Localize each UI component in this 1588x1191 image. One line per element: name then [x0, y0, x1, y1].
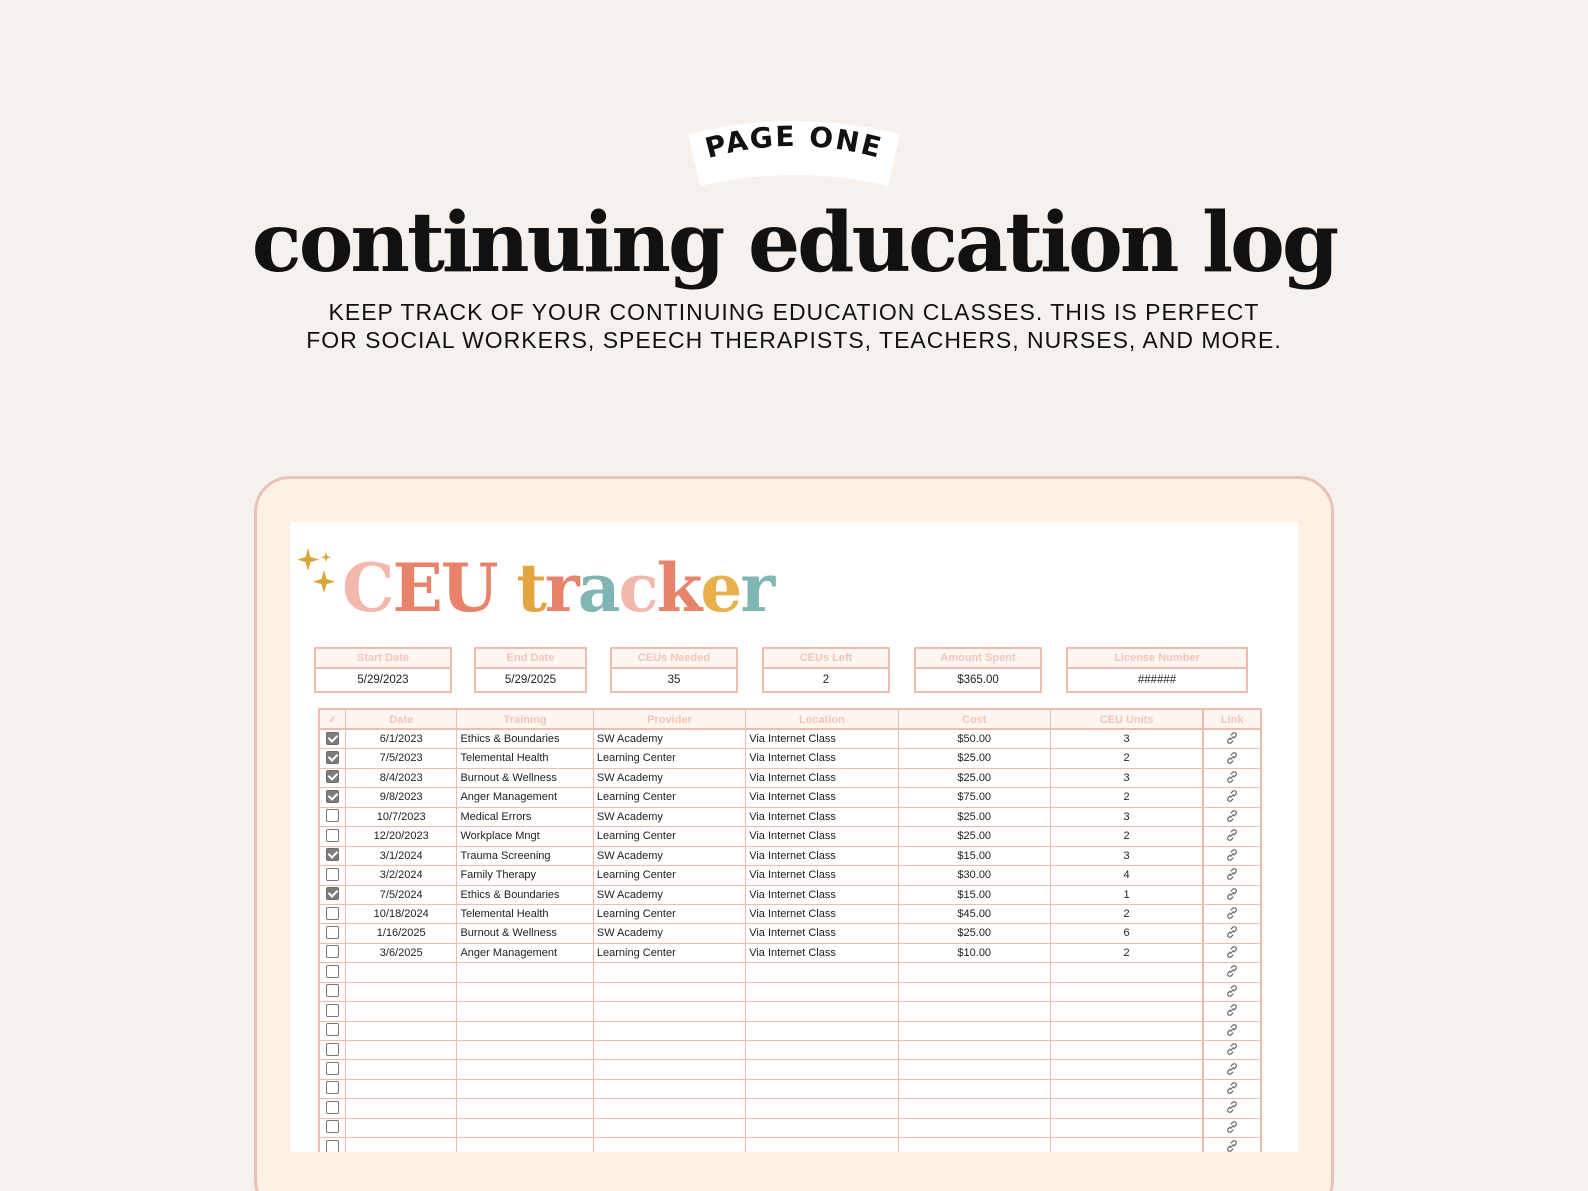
table-row: [320, 808, 1260, 827]
cell-provider[interactable]: [594, 983, 746, 1001]
cell-provider[interactable]: Learning Center: [594, 827, 746, 845]
header-date: Date: [346, 710, 458, 728]
cell-link[interactable]: [1203, 788, 1260, 806]
cell-cost[interactable]: $25.00: [899, 924, 1051, 942]
page-title: continuing education log: [251, 195, 1337, 291]
completed-checkbox[interactable]: [326, 926, 339, 939]
cell-link[interactable]: [1203, 963, 1260, 981]
cell-provider[interactable]: SW Academy: [594, 924, 746, 942]
cell-location[interactable]: Via Internet Class: [746, 847, 898, 865]
link-icon[interactable]: [1225, 1100, 1239, 1114]
cell-check: [320, 730, 346, 748]
table-row: [320, 1002, 1260, 1021]
completed-checkbox[interactable]: [326, 1140, 339, 1152]
brand-wordmark: [342, 549, 774, 627]
cell-cost[interactable]: $25.00: [899, 827, 1051, 845]
cell-date[interactable]: [346, 1099, 458, 1117]
badge-text: PAGE ONE: [701, 119, 887, 165]
link-icon[interactable]: [1225, 848, 1239, 862]
cell-check: [320, 1002, 346, 1020]
header-provider: Provider: [594, 710, 746, 728]
cell-location[interactable]: [746, 963, 898, 981]
cell-cost[interactable]: [899, 1022, 1051, 1040]
cell-training[interactable]: Ethics & Boundaries: [457, 886, 593, 904]
cell-training[interactable]: [457, 963, 593, 981]
sparkle-icon: [298, 544, 340, 604]
cell-check: [320, 1099, 346, 1117]
cell-cost[interactable]: [899, 1138, 1051, 1152]
cell-link[interactable]: [1203, 1002, 1260, 1020]
link-icon[interactable]: [1225, 925, 1239, 939]
cell-cost[interactable]: $10.00: [899, 944, 1051, 962]
cell-training[interactable]: Family Therapy: [457, 866, 593, 884]
summary-label: License Number: [1068, 649, 1246, 669]
summary-label: CEUs Needed: [612, 649, 736, 669]
cell-provider[interactable]: SW Academy: [594, 730, 746, 748]
cell-cost[interactable]: $15.00: [899, 886, 1051, 904]
summary-label: End Date: [476, 649, 585, 669]
cell-provider[interactable]: SW Academy: [594, 886, 746, 904]
cell-check: [320, 1060, 346, 1078]
cell-check: [320, 983, 346, 1001]
link-icon[interactable]: [1225, 906, 1239, 920]
header-link: Link: [1203, 710, 1260, 728]
cell-cost[interactable]: $30.00: [899, 866, 1051, 884]
completed-checkbox[interactable]: [326, 887, 339, 900]
cell-provider[interactable]: [594, 1060, 746, 1078]
link-icon[interactable]: [1225, 809, 1239, 823]
table-row: [320, 847, 1260, 866]
link-icon[interactable]: [1225, 751, 1239, 765]
cell-ceu-units[interactable]: 3: [1051, 808, 1203, 826]
summary-label: CEUs Left: [764, 649, 888, 669]
cell-provider[interactable]: [594, 1138, 746, 1152]
header-location: Location: [746, 710, 898, 728]
link-icon[interactable]: [1225, 945, 1239, 959]
cell-link[interactable]: [1203, 1138, 1260, 1152]
cell-link[interactable]: [1203, 730, 1260, 748]
cell-check: [320, 827, 346, 845]
cell-date[interactable]: [346, 1002, 458, 1020]
ceu-table: [318, 708, 1262, 1152]
cell-location[interactable]: Via Internet Class: [746, 827, 898, 845]
subtitle-line-1: KEEP TRACK OF YOUR CONTINUING EDUCATION CLASSES. THIS IS PERFECT: [328, 299, 1260, 325]
summary-box: [610, 647, 738, 693]
cell-date[interactable]: 7/5/2023: [346, 749, 458, 767]
header-ceu-units: CEU Units: [1051, 710, 1203, 728]
cell-training[interactable]: Telemental Health: [457, 749, 593, 767]
completed-checkbox[interactable]: [326, 1081, 339, 1094]
cell-date[interactable]: [346, 963, 458, 981]
cell-link[interactable]: [1203, 905, 1260, 923]
cell-provider[interactable]: SW Academy: [594, 847, 746, 865]
table-row: [320, 866, 1260, 885]
cell-date[interactable]: [346, 1060, 458, 1078]
summary-value[interactable]: $365.00: [957, 674, 999, 686]
cell-ceu-units[interactable]: [1051, 1002, 1203, 1020]
cell-date[interactable]: 10/7/2023: [346, 808, 458, 826]
cell-link[interactable]: [1203, 866, 1260, 884]
link-icon[interactable]: [1225, 731, 1239, 745]
cell-location[interactable]: [746, 1119, 898, 1137]
table-row: [320, 730, 1260, 749]
cell-cost[interactable]: [899, 1041, 1051, 1059]
summary-value[interactable]: 35: [667, 674, 681, 686]
cell-date[interactable]: [346, 1119, 458, 1137]
subtitle-line-2: FOR SOCIAL WORKERS, SPEECH THERAPISTS, TEACHERS, NURSES, AND MORE.: [306, 327, 1282, 353]
cell-location[interactable]: Via Internet Class: [746, 944, 898, 962]
cell-ceu-units[interactable]: 3: [1051, 847, 1203, 865]
cell-training[interactable]: Anger Management: [457, 944, 593, 962]
cell-training[interactable]: Workplace Mngt: [457, 827, 593, 845]
completed-checkbox[interactable]: [326, 945, 339, 958]
cell-location[interactable]: Via Internet Class: [746, 788, 898, 806]
summary-label: Amount Spent: [916, 649, 1040, 669]
cell-ceu-units[interactable]: [1051, 1099, 1203, 1117]
completed-checkbox[interactable]: [326, 1120, 339, 1133]
cell-cost[interactable]: [899, 963, 1051, 981]
completed-checkbox[interactable]: [326, 1101, 339, 1114]
cell-date[interactable]: 10/18/2024: [346, 905, 458, 923]
cell-location[interactable]: Via Internet Class: [746, 730, 898, 748]
cell-provider[interactable]: SW Academy: [594, 769, 746, 787]
cell-location[interactable]: Via Internet Class: [746, 866, 898, 884]
cell-check: [320, 1041, 346, 1059]
cell-link[interactable]: [1203, 1060, 1260, 1078]
cell-location[interactable]: [746, 1060, 898, 1078]
cell-cost[interactable]: [899, 983, 1051, 1001]
completed-checkbox[interactable]: [326, 1062, 339, 1075]
cell-location[interactable]: [746, 1041, 898, 1059]
cell-link[interactable]: [1203, 983, 1260, 1001]
cell-date[interactable]: [346, 983, 458, 1001]
brand-letter: t: [516, 549, 545, 627]
page-badge: [682, 116, 906, 188]
cell-link[interactable]: [1203, 808, 1260, 826]
cell-ceu-units[interactable]: [1051, 1119, 1203, 1137]
link-icon[interactable]: [1225, 1003, 1239, 1017]
cell-training[interactable]: Telemental Health: [457, 905, 593, 923]
summary-value[interactable]: 5/29/2023: [357, 674, 409, 686]
cell-cost[interactable]: $25.00: [899, 808, 1051, 826]
cell-check: [320, 924, 346, 942]
link-icon[interactable]: [1225, 1120, 1239, 1134]
cell-provider[interactable]: Learning Center: [594, 905, 746, 923]
cell-provider[interactable]: Learning Center: [594, 944, 746, 962]
cell-location[interactable]: Via Internet Class: [746, 808, 898, 826]
cell-cost[interactable]: [899, 1080, 1051, 1098]
header-training: Training: [457, 710, 593, 728]
link-icon[interactable]: [1225, 1139, 1239, 1152]
cell-date[interactable]: 3/1/2024: [346, 847, 458, 865]
completed-checkbox[interactable]: [326, 1023, 339, 1036]
cell-ceu-units[interactable]: [1051, 1060, 1203, 1078]
ceu-tracker-logo: [298, 544, 774, 627]
cell-cost[interactable]: $15.00: [899, 847, 1051, 865]
cell-location[interactable]: [746, 1002, 898, 1020]
cell-provider[interactable]: Learning Center: [594, 749, 746, 767]
header-cost: Cost: [899, 710, 1051, 728]
brand-letter: r: [740, 549, 774, 627]
completed-checkbox[interactable]: [326, 848, 339, 861]
cell-link[interactable]: [1203, 769, 1260, 787]
summary-value[interactable]: ######: [1137, 674, 1177, 686]
cell-location[interactable]: Via Internet Class: [746, 749, 898, 767]
cell-provider[interactable]: [594, 1119, 746, 1137]
brand-letter: E: [392, 549, 441, 627]
summary-box: [1066, 647, 1248, 693]
completed-checkbox[interactable]: [326, 868, 339, 881]
cell-link[interactable]: [1203, 1099, 1260, 1117]
cell-link[interactable]: [1203, 1119, 1260, 1137]
link-icon[interactable]: [1225, 828, 1239, 842]
cell-link[interactable]: [1203, 749, 1260, 767]
cell-training[interactable]: [457, 1041, 593, 1059]
cell-ceu-units[interactable]: [1051, 1080, 1203, 1098]
cell-ceu-units[interactable]: 2: [1051, 749, 1203, 767]
cell-training[interactable]: Trauma Screening: [457, 847, 593, 865]
link-icon[interactable]: [1225, 887, 1239, 901]
cell-training[interactable]: Ethics & Boundaries: [457, 730, 593, 748]
brand-letter: c: [618, 549, 657, 627]
completed-checkbox[interactable]: [326, 732, 339, 745]
cell-ceu-units[interactable]: [1051, 983, 1203, 1001]
cell-training[interactable]: [457, 1060, 593, 1078]
table-row: [320, 944, 1260, 963]
cell-ceu-units[interactable]: 4: [1051, 866, 1203, 884]
cell-date[interactable]: 12/20/2023: [346, 827, 458, 845]
completed-checkbox[interactable]: [326, 751, 339, 764]
spreadsheet-preview: [290, 522, 1298, 1152]
cell-check: [320, 905, 346, 923]
cell-cost[interactable]: [899, 1119, 1051, 1137]
cell-date[interactable]: [346, 1138, 458, 1152]
cell-ceu-units[interactable]: [1051, 1022, 1203, 1040]
cell-provider[interactable]: [594, 1022, 746, 1040]
cell-ceu-units[interactable]: [1051, 1041, 1203, 1059]
brand-letter: k: [656, 549, 701, 627]
cell-cost[interactable]: $25.00: [899, 769, 1051, 787]
summary-box: [762, 647, 890, 693]
cell-training[interactable]: Burnout & Wellness: [457, 924, 593, 942]
cell-date[interactable]: 1/16/2025: [346, 924, 458, 942]
cell-training[interactable]: [457, 1002, 593, 1020]
cell-check: [320, 963, 346, 981]
cell-provider[interactable]: [594, 1080, 746, 1098]
brand-letter: a: [577, 549, 619, 627]
cell-provider[interactable]: [594, 1099, 746, 1117]
table-row: [320, 827, 1260, 846]
link-icon[interactable]: [1225, 867, 1239, 881]
cell-cost[interactable]: $50.00: [899, 730, 1051, 748]
header-check: ✓: [320, 710, 346, 728]
cell-cost[interactable]: [899, 1002, 1051, 1020]
cell-check: [320, 1138, 346, 1152]
brand-letter: r: [544, 549, 578, 627]
table-row: [320, 1041, 1260, 1060]
cell-location[interactable]: [746, 1138, 898, 1152]
completed-checkbox[interactable]: [326, 965, 339, 978]
link-icon[interactable]: [1225, 1042, 1239, 1056]
cell-location[interactable]: [746, 1080, 898, 1098]
cell-check: [320, 866, 346, 884]
cell-ceu-units[interactable]: 2: [1051, 788, 1203, 806]
cell-location[interactable]: Via Internet Class: [746, 769, 898, 787]
cell-training[interactable]: [457, 1099, 593, 1117]
cell-training[interactable]: Burnout & Wellness: [457, 769, 593, 787]
cell-date[interactable]: 7/5/2024: [346, 886, 458, 904]
cell-location[interactable]: [746, 1099, 898, 1117]
summary-box: [914, 647, 1042, 693]
cell-cost[interactable]: $25.00: [899, 749, 1051, 767]
cell-link[interactable]: [1203, 1080, 1260, 1098]
cell-ceu-units[interactable]: 3: [1051, 730, 1203, 748]
cell-link[interactable]: [1203, 924, 1260, 942]
cell-ceu-units[interactable]: 6: [1051, 924, 1203, 942]
cell-link[interactable]: [1203, 1041, 1260, 1059]
cell-provider[interactable]: SW Academy: [594, 808, 746, 826]
cell-link[interactable]: [1203, 847, 1260, 865]
link-icon[interactable]: [1225, 964, 1239, 978]
cell-location[interactable]: Via Internet Class: [746, 886, 898, 904]
cell-training[interactable]: Anger Management: [457, 788, 593, 806]
cell-check: [320, 808, 346, 826]
cell-training[interactable]: [457, 1138, 593, 1152]
table-row: [320, 788, 1260, 807]
table-row: [320, 1022, 1260, 1041]
cell-training[interactable]: [457, 1022, 593, 1040]
table-row: [320, 749, 1260, 768]
summary-value[interactable]: 5/29/2025: [504, 674, 557, 686]
cell-check: [320, 769, 346, 787]
completed-checkbox[interactable]: [326, 770, 339, 783]
link-icon[interactable]: [1225, 770, 1239, 784]
link-icon[interactable]: [1225, 984, 1239, 998]
link-icon[interactable]: [1225, 789, 1239, 803]
cell-check: [320, 886, 346, 904]
cell-location[interactable]: Via Internet Class: [746, 905, 898, 923]
summary-box: [314, 647, 452, 693]
brand-letter: e: [700, 549, 741, 627]
table-row: [320, 1099, 1260, 1118]
cell-provider[interactable]: Learning Center: [594, 788, 746, 806]
cell-cost[interactable]: $45.00: [899, 905, 1051, 923]
cell-link[interactable]: [1203, 944, 1260, 962]
cell-link[interactable]: [1203, 1022, 1260, 1040]
completed-checkbox[interactable]: [326, 809, 339, 822]
cell-location[interactable]: [746, 1022, 898, 1040]
cell-date[interactable]: 8/4/2023: [346, 769, 458, 787]
cell-date[interactable]: [346, 1022, 458, 1040]
brand-letter: U: [440, 549, 497, 627]
cell-cost[interactable]: $75.00: [899, 788, 1051, 806]
completed-checkbox[interactable]: [326, 907, 339, 920]
cell-date[interactable]: 3/2/2024: [346, 866, 458, 884]
cell-check: [320, 1022, 346, 1040]
cell-ceu-units[interactable]: [1051, 1138, 1203, 1152]
cell-check: [320, 1119, 346, 1137]
cell-ceu-units[interactable]: 2: [1051, 944, 1203, 962]
table-row: [320, 886, 1260, 905]
completed-checkbox[interactable]: [326, 1043, 339, 1056]
cell-check: [320, 1080, 346, 1098]
cell-ceu-units[interactable]: 2: [1051, 827, 1203, 845]
cell-ceu-units[interactable]: 1: [1051, 886, 1203, 904]
cell-ceu-units[interactable]: [1051, 963, 1203, 981]
completed-checkbox[interactable]: [326, 984, 339, 997]
cell-training[interactable]: [457, 1080, 593, 1098]
completed-checkbox[interactable]: [326, 829, 339, 842]
cell-date[interactable]: 6/1/2023: [346, 730, 458, 748]
link-icon[interactable]: [1225, 1023, 1239, 1037]
badge-shape: [682, 116, 906, 188]
cell-training[interactable]: Medical Errors: [457, 808, 593, 826]
table-row: [320, 1060, 1260, 1079]
table-row: [320, 1138, 1260, 1152]
cell-training[interactable]: [457, 983, 593, 1001]
cell-check: [320, 847, 346, 865]
summary-label: Start Date: [316, 649, 450, 669]
page-subtitle: [0, 298, 1588, 354]
cell-date[interactable]: [346, 1041, 458, 1059]
table-row: [320, 983, 1260, 1002]
cell-link[interactable]: [1203, 886, 1260, 904]
link-icon[interactable]: [1225, 1081, 1239, 1095]
cell-provider[interactable]: [594, 1002, 746, 1020]
brand-letter: C: [342, 549, 393, 627]
cell-provider[interactable]: Learning Center: [594, 866, 746, 884]
cell-cost[interactable]: [899, 1099, 1051, 1117]
table-row: [320, 963, 1260, 982]
summary-value[interactable]: 2: [822, 674, 830, 686]
completed-checkbox[interactable]: [326, 1004, 339, 1017]
table-header: [320, 710, 1260, 730]
table-row: [320, 769, 1260, 788]
cell-link[interactable]: [1203, 827, 1260, 845]
cell-date[interactable]: [346, 1080, 458, 1098]
table-row: [320, 924, 1260, 943]
table-row: [320, 1080, 1260, 1099]
cell-training[interactable]: [457, 1119, 593, 1137]
cell-location[interactable]: [746, 983, 898, 1001]
cell-check: [320, 944, 346, 962]
summary-box: [474, 647, 587, 693]
cell-ceu-units[interactable]: 2: [1051, 905, 1203, 923]
table-row: [320, 905, 1260, 924]
cell-provider[interactable]: [594, 963, 746, 981]
cell-date[interactable]: 3/6/2025: [346, 944, 458, 962]
cell-check: [320, 788, 346, 806]
cell-provider[interactable]: [594, 1041, 746, 1059]
cell-cost[interactable]: [899, 1060, 1051, 1078]
link-icon[interactable]: [1225, 1062, 1239, 1076]
cell-date[interactable]: 9/8/2023: [346, 788, 458, 806]
cell-ceu-units[interactable]: 3: [1051, 769, 1203, 787]
cell-location[interactable]: Via Internet Class: [746, 924, 898, 942]
table-row: [320, 1119, 1260, 1138]
completed-checkbox[interactable]: [326, 790, 339, 803]
cell-check: [320, 749, 346, 767]
